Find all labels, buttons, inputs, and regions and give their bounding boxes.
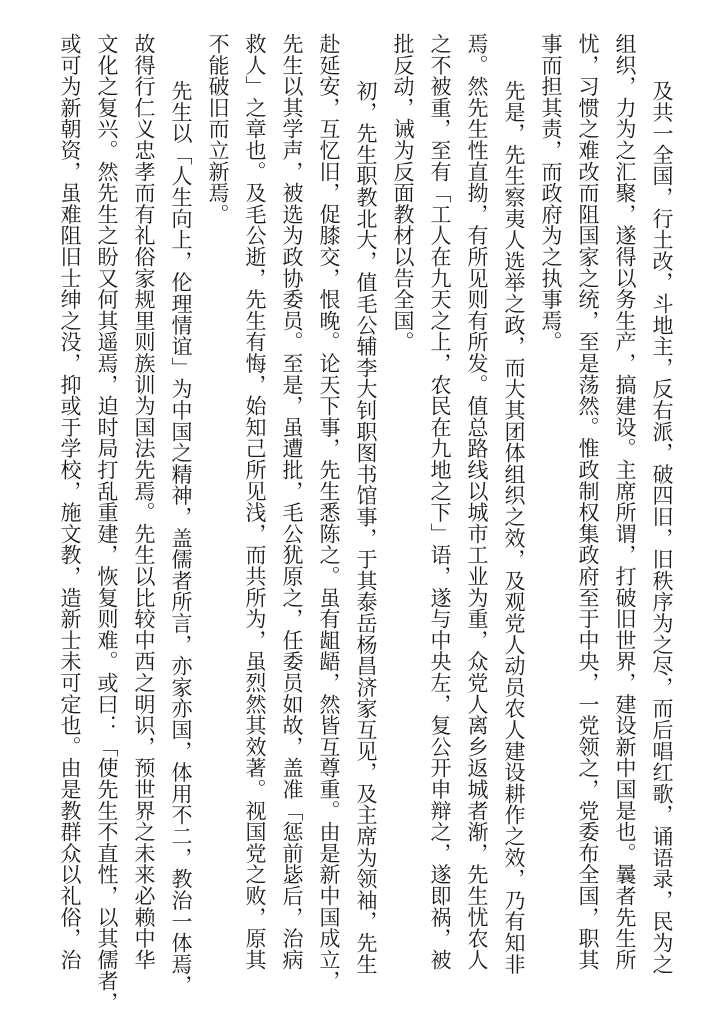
text-column: 故得行仁义忠孝而有礼俗家规里则族训为国法先焉。先生以比较中西之明识，预世界之未来必赖中华: [132, 33, 156, 971]
text-column: 文化之复兴。然先生之盼又何其遥焉，迫时局打乱重建，恢复则难。或曰：「使先生不直性，以其儒者，: [95, 33, 119, 1013]
text-column: 之不被重，至有「工人在九天之上，农民在九地之下」语，遂与中央左，复公开申辩之，遂即祸，被: [428, 33, 452, 971]
text-column: 先生以其学声，被选为政协委员。至是，虽遭批，毛公犹原之，任委员如故，盖准「惩前毖后，治病: [280, 33, 304, 971]
paragraph: [384, 33, 532, 1015]
text-column: 忧，习惯之难改而阻国家之统，至是荡然。惟政制权集政府至于中央，一党领之，党委布全国，职其: [576, 33, 600, 971]
paragraph: [199, 33, 384, 1015]
text-column: 焉。然先生性直拗，有所见则有所发。值总路线以城市工业为重，众党人离乡返城者渐，先生忧农人: [465, 33, 489, 971]
text-column: 事而担其责，而政府为之执事焉。: [539, 33, 563, 353]
paragraph: [51, 33, 199, 1015]
text-column: 组织，力为之汇聚，遂得以务生产，搞建设。主席所谓，打破旧世界，建设新中国是也。曩者先生所: [613, 33, 637, 971]
text-column: 先是，先生察夷人选举之政，而大其团体组织之效，及观党人动员农人建设耕作之效，乃有知非: [502, 80, 526, 975]
text-flow: [51, 33, 680, 1015]
text-column: 不能破旧而立新焉。: [206, 33, 230, 225]
paragraph: [532, 33, 680, 1015]
text-column: 先生以「人生向上，伦理情谊」为中国之精神，盖儒者所言，亦家亦国，体用不二，教治一体焉，: [169, 80, 193, 996]
text-column: 赴延安，互忆旧，促膝交，恨晚。论天下事，先生悉陈之。虽有龃龉，然皆互尊重。由是新中国成立，: [317, 33, 341, 992]
text-column: 及共一全国，行土改，斗地主，反右派，破四旧，旧秩序为之尽，而后唱红歌，诵语录，民为之: [650, 80, 674, 975]
text-column: 救人」之章也。及毛公逝，先生有悔，始知己所见浅，而共所为，虽烈然其效著。视国党之败，原其: [243, 33, 267, 971]
text-column: 批反动，诫为反面教材以告全国。: [391, 33, 415, 353]
text-column: 初，先生职教北大，值毛公辅李大钊职图书馆事，于其泰岳杨昌济家互见，及主席为领袖，先生: [354, 80, 378, 975]
text-column: 或可为新朝资，虽难阻旧士绅之没，抑或于学校，施文教，造新士未可定也。由是教群众以礼俗，治: [58, 33, 82, 971]
